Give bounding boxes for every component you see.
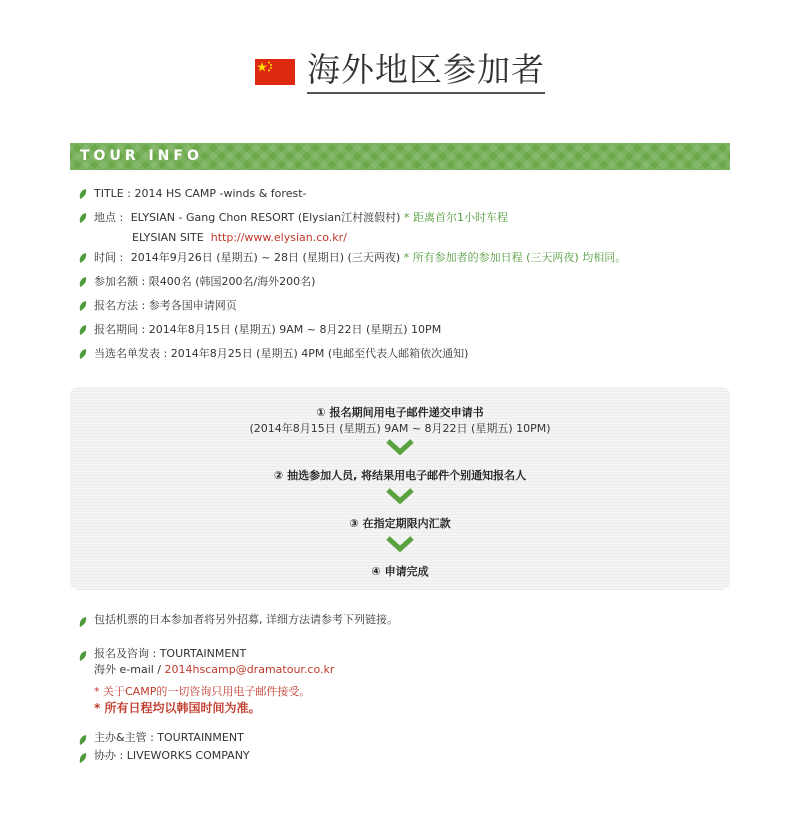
time-body (94, 246, 626, 270)
time-value: 2014年9月26日 (星期五) ~ 28日 (星期日) (三天两夜) (130, 251, 401, 264)
leaf-bullet-icon (78, 300, 88, 312)
info-row-time (78, 246, 728, 270)
period-text: 报名期间 : 2014年8月15日 (星期五) 9AM ~ 8月22日 (星期五) 10PM (94, 323, 442, 336)
email-label: 海外 e-mail / (94, 663, 162, 676)
note-row-contact (78, 646, 728, 716)
info-row-quota (78, 270, 728, 294)
location-key: 地点 : (94, 211, 124, 224)
location-note: * 距离首尔1小时车程 (403, 211, 508, 224)
location-value: ELYSIAN - Gang Chon RESORT (Elysian江村渡假村) (130, 211, 401, 224)
info-row-period (78, 318, 728, 342)
note-row-japan (78, 612, 728, 642)
leaf-bullet-icon (78, 616, 88, 628)
quota-text: 参加名额 : 限400名 (韩国200名/海外200名) (94, 275, 316, 288)
email-note: * 关于CAMP的一切咨询只用电子邮件接受。 (94, 685, 311, 698)
leaf-bullet-icon (78, 212, 88, 224)
chevron-down-icon (386, 488, 414, 504)
leaf-bullet-icon (78, 188, 88, 200)
note-row-organizer (78, 730, 728, 746)
banner-label: TOUR INFO (80, 148, 203, 164)
step-1-label: ① 报名期间用电子邮件递交申请书 (316, 406, 484, 419)
leaf-bullet-icon (78, 734, 88, 746)
method-text: 报名方法 : 参考各国申请网页 (94, 299, 237, 312)
contact-body (94, 646, 334, 716)
info-title: TITLE : 2014 HS CAMP -winds & forest- (94, 187, 307, 200)
application-steps-box (70, 387, 730, 590)
chevron-down-icon (386, 536, 414, 552)
note-row-cooperation (78, 748, 728, 764)
contact-key: 报名及咨询 : TOURTAINMENT (94, 647, 247, 660)
email-link[interactable]: 2014hscamp@dramatour.co.kr (164, 663, 335, 676)
leaf-bullet-icon (78, 348, 88, 360)
info-list (78, 182, 728, 366)
page-title: 海外地区参加者 (307, 50, 545, 94)
step-2 (70, 467, 730, 483)
step-4-label: ④ 申请完成 (371, 565, 429, 578)
site-line (94, 230, 508, 246)
step-1 (70, 404, 730, 420)
leaf-bullet-icon (78, 324, 88, 336)
title-group (255, 50, 545, 94)
japan-note: 包括机票的日本参加者将另外招募, 详细方法请参考下列链接。 (94, 613, 398, 626)
location-body (94, 206, 508, 246)
announce-text: 当选名单发表 : 2014年8月25日 (星期五) 4PM (电邮至代表人邮箱依次通知) (94, 347, 469, 360)
time-key: 时间 : (94, 251, 124, 264)
step-2-label: ② 抽选参加人员, 将结果用电子邮件个别通知报名人 (273, 469, 527, 482)
step-1-sub: (2014年8月15日 (星期五) 9AM ~ 8月22日 (星期五) 10PM) (249, 422, 551, 435)
leaf-bullet-icon (78, 276, 88, 288)
leaf-bullet-icon (78, 752, 88, 764)
tour-info-banner (70, 143, 730, 170)
cooperation-text: 协办 : LIVEWORKS COMPANY (94, 749, 250, 762)
email-line (94, 662, 334, 678)
step-4 (70, 563, 730, 579)
leaf-bullet-icon (78, 650, 88, 662)
site-link[interactable]: http://www.elysian.co.kr/ (210, 231, 347, 244)
time-note: * 所有参加者的参加日程 (三天两夜) 均相同。 (403, 251, 627, 264)
korea-time-note: * 所有日程均以韩国时间为准。 (94, 701, 261, 715)
info-row-announce (78, 342, 728, 366)
step-3 (70, 515, 730, 531)
step-3-label: ③ 在指定期限内汇款 (349, 517, 451, 530)
info-row-title (78, 182, 728, 206)
chevron-down-icon (386, 439, 414, 455)
notes-section (78, 612, 728, 764)
site-label: ELYSIAN SITE (132, 231, 204, 244)
location-line (94, 206, 508, 230)
china-flag-icon (255, 59, 295, 85)
info-row-method (78, 294, 728, 318)
page-header (0, 50, 800, 94)
leaf-bullet-icon (78, 252, 88, 264)
info-row-location (78, 206, 728, 246)
organizer-text: 主办&主管 : TOURTAINMENT (94, 731, 244, 744)
